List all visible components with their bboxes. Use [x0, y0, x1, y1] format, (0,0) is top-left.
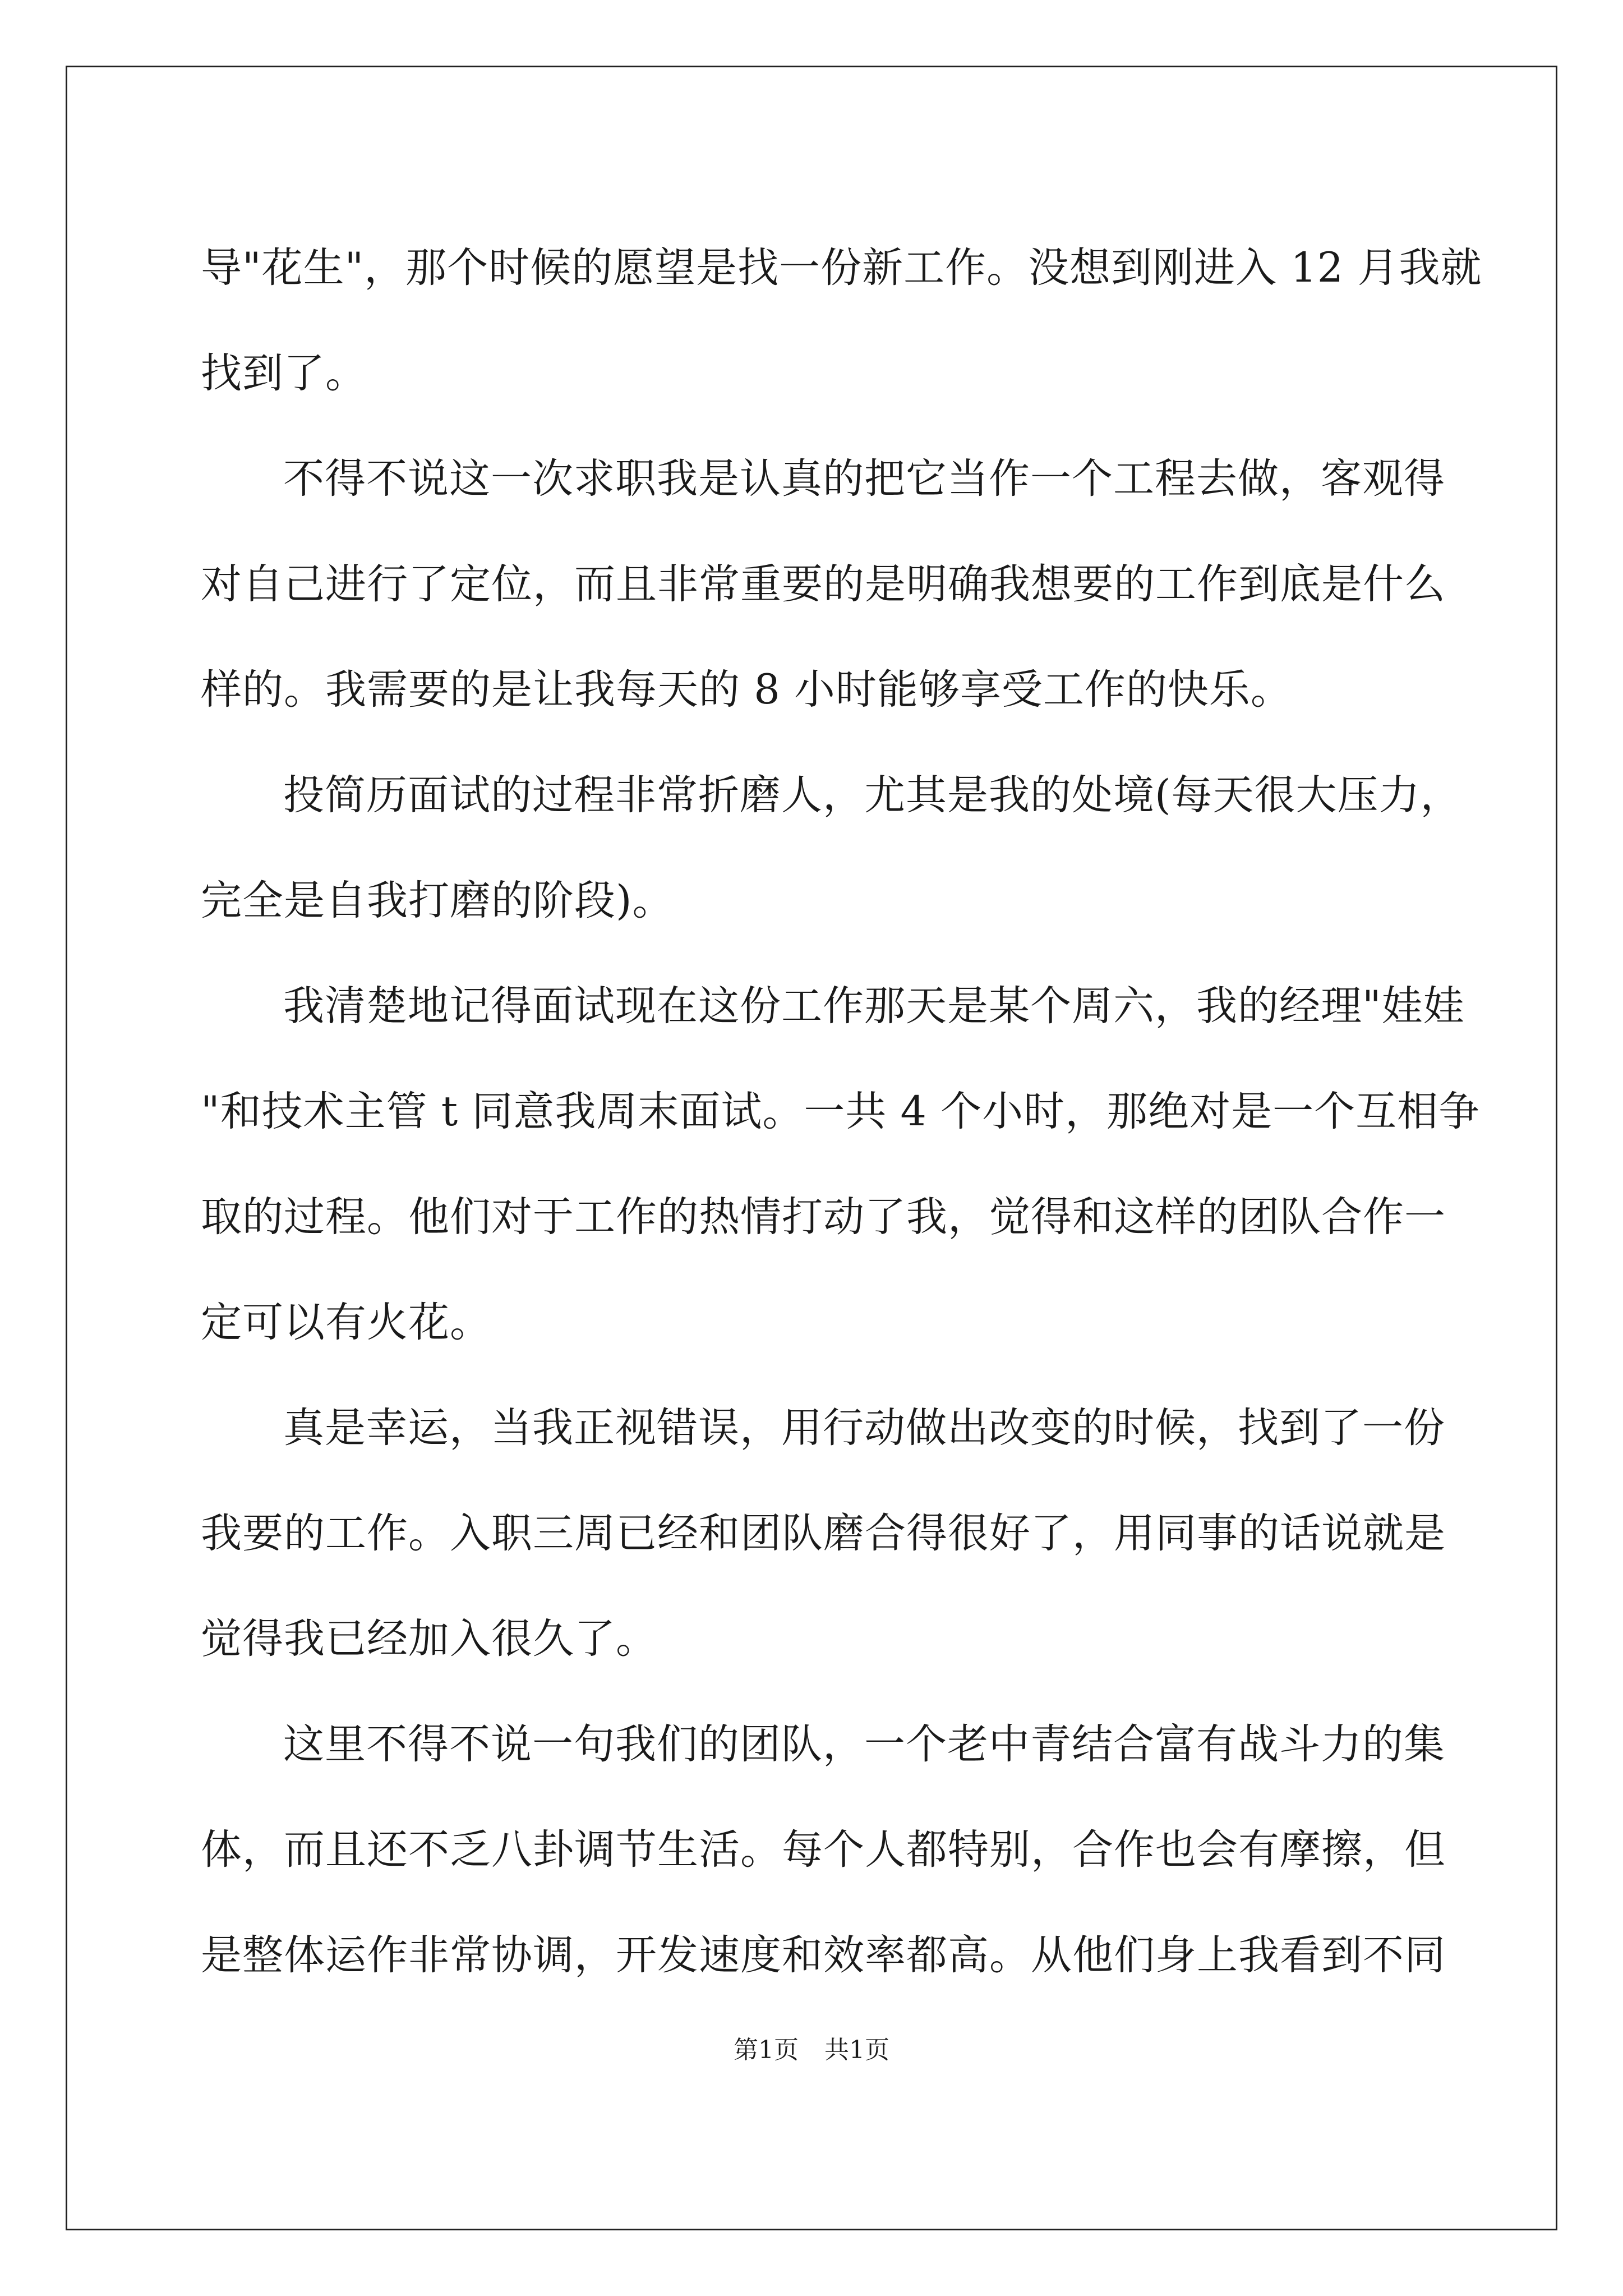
text-line: 我要的工作。入职三周已经和团队磨合得很好了，用同事的话说就是 — [201, 1510, 1446, 1557]
page-total: 共1页 — [824, 2036, 889, 2064]
text-line: 定可以有火花。 — [201, 1299, 491, 1346]
text-line: 这里不得不说一句我们的团队，一个老中青结合富有战斗力的集 — [283, 1720, 1445, 1768]
text-line: 导"花生"，那个时候的愿望是找一份新工作。没想到刚进入 12 月我就 — [201, 244, 1482, 292]
document-body — [201, 215, 1482, 2008]
text-line: 觉得我已经加入很久了。 — [201, 1615, 657, 1663]
text-line: 找到了。 — [201, 349, 367, 397]
page-number: 第1页 — [734, 2036, 799, 2064]
text-line: 真是幸运，当我正视错误，用行动做出改变的时候，找到了一份 — [283, 1404, 1445, 1452]
text-line: 是整体运作非常协调，开发速度和效率都高。从他们身上我看到不同 — [201, 1931, 1446, 1979]
text-line: 完全是自我打磨的阶段)。 — [201, 877, 674, 924]
text-line: 体，而且还不乏八卦调节生活。每个人都特别，合作也会有摩擦，但 — [201, 1826, 1446, 1874]
text-line: 样的。我需要的是让我每天的 8 小时能够享受工作的快乐。 — [201, 666, 1292, 714]
text-line: 不得不说这一次求职我是认真的把它当作一个工程去做，客观得 — [283, 455, 1445, 503]
text-line: 对自己进行了定位，而且非常重要的是明确我想要的工作到底是什么 — [201, 560, 1446, 608]
text-line: 我清楚地记得面试现在这份工作那天是某个周六，我的经理"娃娃 — [283, 982, 1465, 1030]
text-line: "和技术主管 t 同意我周末面试。一共 4 个小时，那绝对是一个互相争 — [201, 1088, 1481, 1135]
text-line: 投简历面试的过程非常折磨人，尤其是我的处境(每天很大压力， — [283, 771, 1462, 819]
text-line: 取的过程。他们对于工作的热情打动了我，觉得和这样的团队合作一 — [201, 1193, 1446, 1241]
page-footer — [0, 2030, 1623, 2065]
